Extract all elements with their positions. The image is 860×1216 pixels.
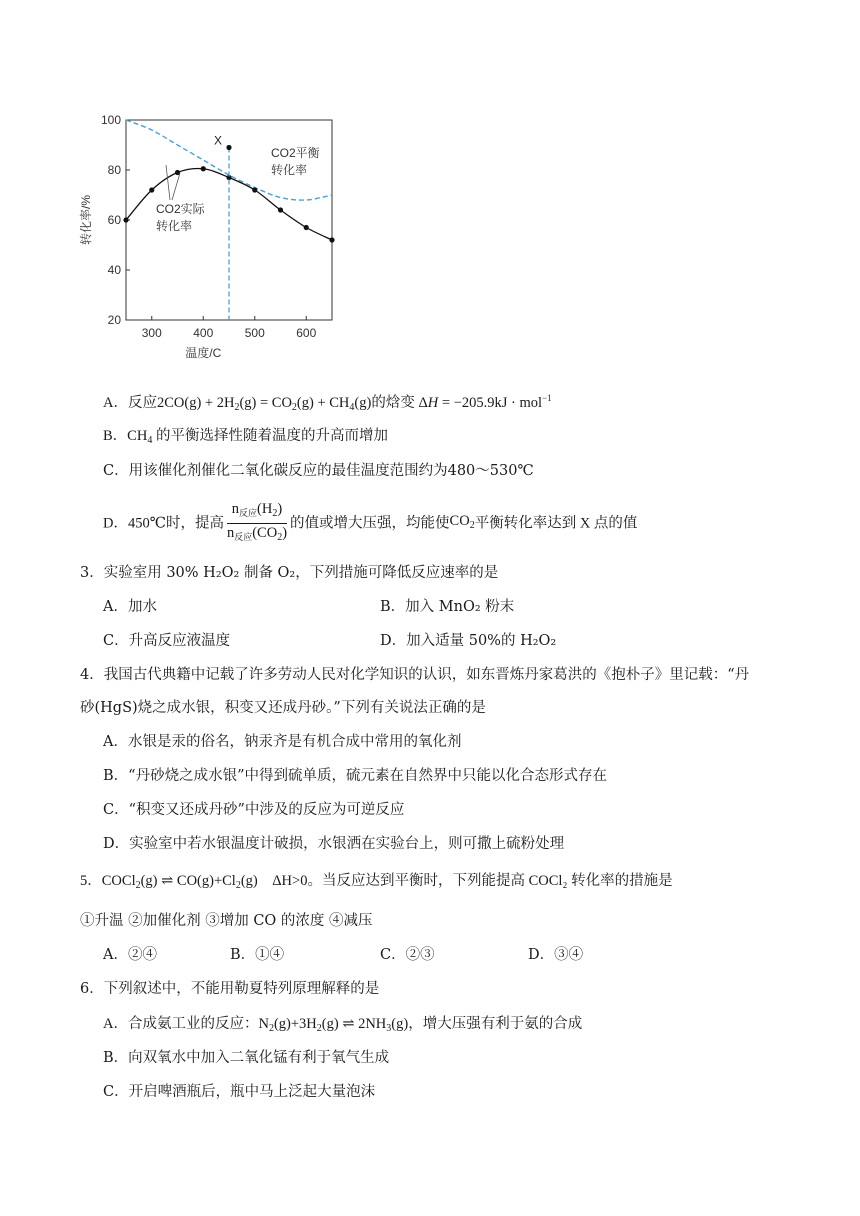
label-actual-line2: 转化率 <box>156 219 193 233</box>
x-tick-label: 300 <box>141 326 162 340</box>
x-tick-label: 500 <box>244 326 265 340</box>
q4-stem-line2: 砂(HgS)烧之成水银，积变又还成丹砂。”下列有关说法正确的是 <box>80 700 486 716</box>
q3-option-a: A．加水 <box>103 599 157 615</box>
y-tick-label: 20 <box>107 313 121 327</box>
q5-options-line: ①升温 ②加催化剂 ③增加 CO 的浓度 ④减压 <box>80 913 373 929</box>
q4-option-b: B．“丹砂烧之成水银”中得到硫单质，硫元素在自然界中只能以化合态形式存在 <box>103 768 607 784</box>
q6-option-a: A．合成氨工业的反应：$N_2(g)+3H_2(g)$ ⇌ $2NH_3(g)$，增大压强有利于氨的合成 <box>103 1016 583 1034</box>
point-x-label: X <box>214 133 223 148</box>
q5-option-c: C．②③ <box>380 947 435 963</box>
q3-option-b: B．加入 MnO₂ 粉末 <box>380 599 515 615</box>
leader-actual-2 <box>172 173 180 200</box>
y-tick-label: 60 <box>107 213 121 227</box>
x-axis-label: 温度/C <box>185 346 222 360</box>
q4-stem-line1: 4．我国古代典籍中记载了许多劳动人民对化学知识的认识，如东晋炼丹家葛洪的《抱朴子》里记载：“丹 <box>80 667 750 683</box>
q5-stem: 5．COCl$_2$(g) ⇌ $CO(g)+Cl_2(g)$ ΔH>0。当反应达到平衡时，下列能提高 COCl₂ 转化率的措施是 <box>80 873 673 891</box>
q3-option-c: C．升高反应液温度 <box>103 633 231 649</box>
q3-stem: 3．实验室用 30% H₂O₂ 制备 O₂，下列措施可降低反应速率的是 <box>80 565 499 581</box>
x-tick-label: 400 <box>193 326 214 340</box>
q4-option-c: C．“积变又还成丹砂”中涉及的反应为可逆反应 <box>103 802 405 818</box>
data-point-actual <box>123 217 128 222</box>
data-point-actual <box>252 187 257 192</box>
leader-actual-1 <box>166 165 170 200</box>
data-point-actual <box>304 225 309 230</box>
q5-option-b: B．①④ <box>230 947 285 963</box>
q6-option-b: B．向双氧水中加入二氧化锰有利于氧气生成 <box>103 1050 390 1066</box>
q5-option-d: D．③④ <box>528 947 584 963</box>
data-point-actual <box>329 237 334 242</box>
label-eq-line1: CO2平衡 <box>271 146 320 160</box>
conversion-rate-chart <box>70 105 360 370</box>
q3-option-d: D．加入适量 50%的 H₂O₂ <box>380 633 557 649</box>
point-x <box>226 145 231 150</box>
data-point-actual <box>149 187 154 192</box>
q4-option-d: D．实验室中若水银温度计破损，水银洒在实验台上，则可撒上硫粉处理 <box>103 836 565 852</box>
y-tick-label: 100 <box>100 113 121 127</box>
q2-option-a: A．反应$2CO(g) + 2H_2(g) = CO_2(g) + CH_4(g)$的焓变 ΔH = −205.9kJ · mol$^{-1}$ <box>103 393 552 413</box>
label-actual-line1: CO2实际 <box>156 202 205 216</box>
y-tick-label: 80 <box>107 163 121 177</box>
q6-option-c: C．开启啤酒瓶后，瓶中马上泛起大量泡沫 <box>103 1084 376 1100</box>
data-point-actual <box>201 166 206 171</box>
y-axis-label: 转化率/% <box>79 194 93 246</box>
q5-option-a: A．②④ <box>103 947 157 963</box>
label-eq-line2: 转化率 <box>271 163 308 177</box>
x-tick-label: 600 <box>296 326 317 340</box>
data-point-actual <box>278 207 283 212</box>
q2-option-d: D．450℃时，提高 $\frac{n_{反应}(H_2)}{n_{反应}(CO_2)}$ 的值或增大压强，均能使$CO_2$平衡转化率达到 X 点的值 <box>103 501 638 543</box>
q2-option-c: C．用该催化剂催化二氧化碳反应的最佳温度范围约为480～530℃ <box>103 463 534 479</box>
y-tick-label: 40 <box>107 263 121 277</box>
q6-stem: 6．下列叙述中，不能用勒夏特列原理解释的是 <box>80 981 380 997</box>
q2-option-b: B．$CH_4$ 的平衡选择性随着温度的升高而增加 <box>103 428 388 446</box>
q4-option-a: A．水银是汞的俗名，钠汞齐是有机合成中常用的氧化剂 <box>103 734 462 750</box>
